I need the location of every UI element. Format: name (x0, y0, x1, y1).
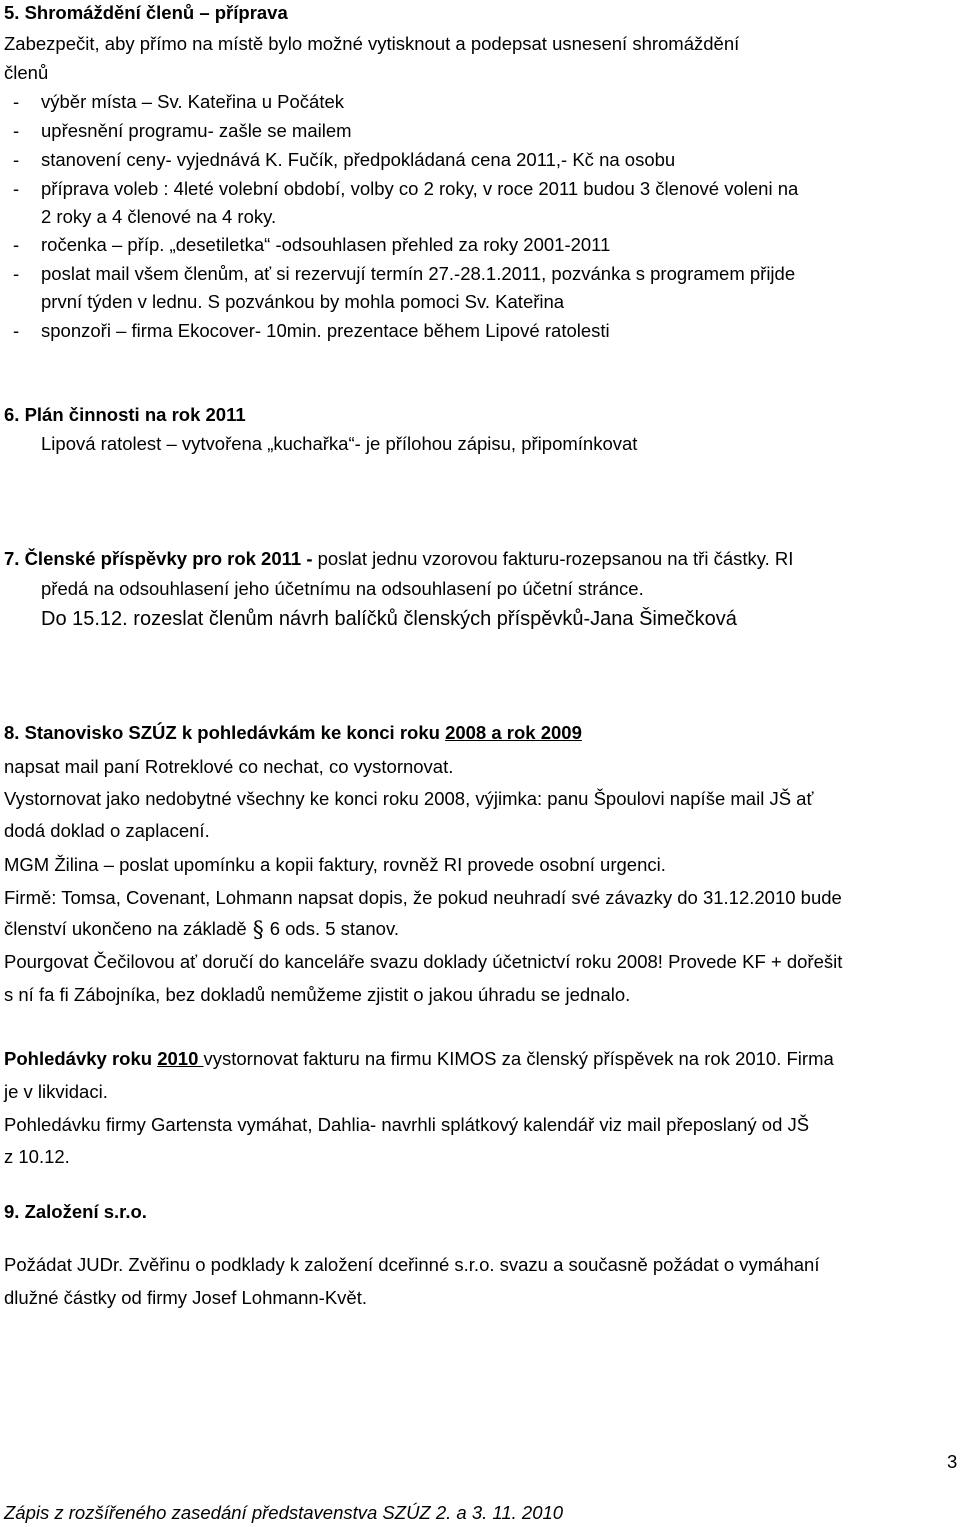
section-5-intro-line-1: Zabezpečit, aby přímo na místě bylo možné vytisknout a podepsat usnesení shromáždění (4, 33, 740, 54)
list-item: poslat mail všem členům, ať si rezervují termín 27.-28.1.2011, pozvánka s programem přijde (41, 263, 796, 284)
gartensta-line-2: z 10.12. (4, 1146, 70, 1167)
section-6-heading: 6. Plán činnosti na rok 2011 (4, 404, 246, 425)
membership-prefix: členství ukončeno na základě (4, 918, 247, 939)
list-dash: - (13, 178, 20, 199)
gartensta-line-1: Pohledávku firmy Gartensta vymáhat, Dahlia- navrhli splátkový kalendář viz mail přeposlaný od JŠ (4, 1114, 810, 1135)
list-dash: - (13, 320, 20, 341)
receivables-line-2: je v likvidaci. (4, 1081, 108, 1102)
list-item-continuation: 2 roky a 4 členové na 4 roky. (41, 206, 277, 227)
list-item: výběr místa – Sv. Kateřina u Počátek (41, 91, 344, 112)
section-8-line: s ní fa fi Zábojníka, bez dokladů nemůžeme zjistit o jakou úhradu se jednalo. (4, 984, 631, 1005)
receivables-line-1 (4, 1050, 834, 1069)
section-8-line: napsat mail paní Rotreklové co nechat, co vystornovat. (4, 756, 454, 777)
receivables-label: Pohledávky roku (4, 1048, 158, 1069)
section-8-heading-prefix: 8. Stanovisko SZÚZ k pohledávkám ke konci roku (4, 722, 446, 743)
section-8-line: Pourgovat Čečilovou ať doručí do kanceláře svazu doklady účetnictví roku 2008! Provede KF + dořešit (4, 951, 843, 972)
paragraph-icon: § (252, 918, 264, 943)
section-8-membership-line (4, 920, 399, 942)
section-8-line: Firmě: Tomsa, Covenant, Lohmann napsat dopis, že pokud neuhradí své závazky do 31.12.2010 bude (4, 887, 842, 908)
section-5-heading: 5. Shromáždění členů – příprava (4, 2, 288, 23)
section-8-line: MGM Žilina – poslat upomínku a kopii faktury, rovněž RI provede osobní urgenci. (4, 854, 666, 875)
membership-suffix: 6 ods. 5 stanov. (269, 918, 399, 939)
list-dash: - (13, 263, 20, 284)
page-number: 3 (947, 1451, 958, 1472)
receivables-text: vystornovat fakturu na firmu KIMOS za členský příspěvek na rok 2010. Firma (203, 1048, 834, 1069)
section-9-heading: 9. Založení s.r.o. (4, 1201, 147, 1222)
list-dash: - (13, 91, 20, 112)
section-9-line-1: Požádat JUDr. Zvěřinu o podklady k založení dceřinné s.r.o. svazu a současně požádat o vymáhaní (4, 1254, 820, 1275)
list-item: ročenka – příp. „desetiletka“ -odsouhlasen přehled za roky 2001-2011 (41, 234, 611, 255)
list-dash: - (13, 149, 20, 170)
section-7-line-3: Do 15.12. rozeslat členům návrh balíčků členských příspěvků-Jana Šimečková (41, 608, 737, 630)
list-dash: - (13, 120, 20, 141)
list-item: stanovení ceny- vyjednává K. Fučík, předpokládaná cena 2011,- Kč na osobu (41, 149, 676, 170)
section-8-heading (4, 724, 582, 743)
section-5-intro-line-2: členů (4, 62, 49, 83)
list-item: upřesnění programu- zašle se mailem (41, 120, 352, 141)
section-9-line-2: dlužné částky od firmy Josef Lohmann-Květ. (4, 1287, 367, 1308)
receivables-year: 2010 (157, 1048, 204, 1069)
section-8-line: Vystornovat jako nedobytné všechny ke konci roku 2008, výjimka: panu Špoulovi napíše mail JŠ ať (4, 788, 814, 809)
section-6-text: Lipová ratolest – vytvořena „kuchařka“- je přílohou zápisu, připomínkovat (41, 433, 638, 454)
list-dash: - (13, 234, 20, 255)
section-8-heading-underlined: 2008 a rok 2009 (445, 722, 582, 743)
section-7-line-1 (4, 550, 793, 569)
footer-text: Zápis z rozšířeného zasedání představenstva SZÚZ 2. a 3. 11. 2010 (4, 1502, 564, 1523)
list-item: sponzoři – firma Ekocover- 10min. prezentace během Lipové ratolesti (41, 320, 610, 341)
section-8-line: dodá doklad o zaplacení. (4, 820, 210, 841)
section-7-heading: 7. Členské příspěvky pro rok 2011 - (4, 548, 313, 569)
section-7-text-1: poslat jednu vzorovou fakturu-rozepsanou na tři částky. RI (312, 548, 794, 569)
list-item-continuation: první týden v lednu. S pozvánkou by mohla pomoci Sv. Kateřina (41, 291, 565, 312)
list-item: příprava voleb : 4leté volební období, volby co 2 roky, v roce 2011 budou 3 členové voleni na (41, 178, 799, 199)
section-7-line-2: předá na odsouhlasení jeho účetnímu na odsouhlasení po účetní stránce. (41, 578, 644, 599)
